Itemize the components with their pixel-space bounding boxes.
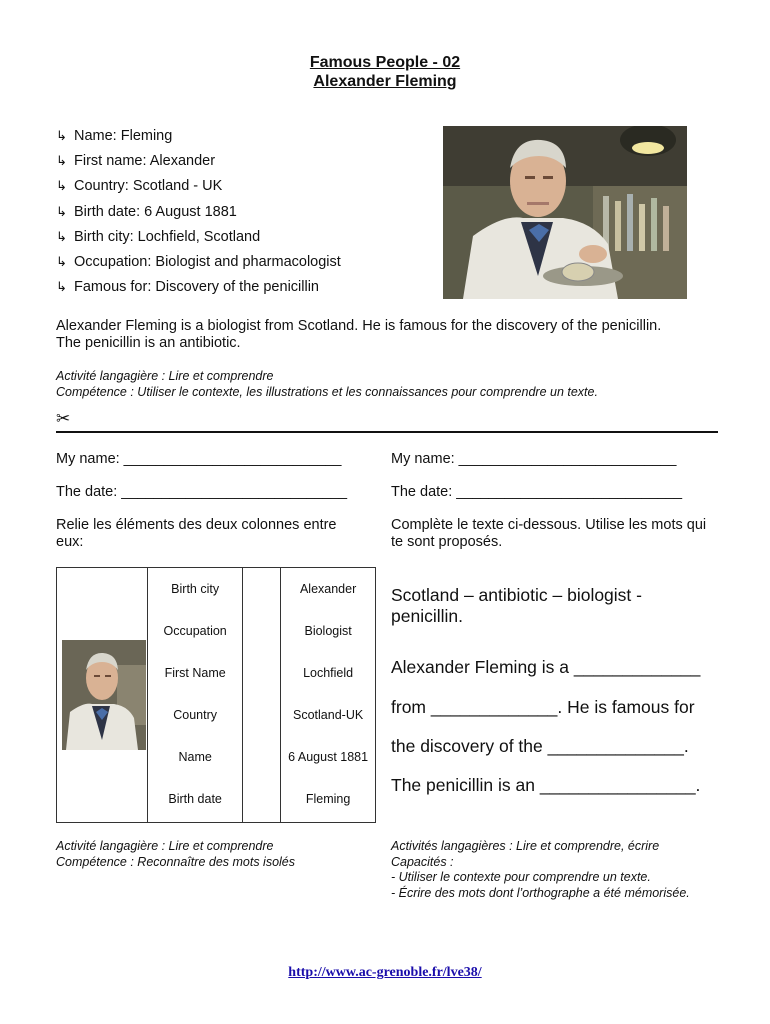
summary-line: Alexander Fleming is a biologist from Scotland. He is famous for the discovery of the penicillin. xyxy=(56,318,662,334)
arrow-icon: ↳ xyxy=(56,179,67,195)
fact-text: First name: Alexander xyxy=(74,153,216,170)
date-field-left: The date: ____________________________ xyxy=(56,484,348,500)
match-label: First Name xyxy=(164,666,226,680)
arrow-icon: ↳ xyxy=(56,229,67,245)
fact-text: Country: Scotland - UK xyxy=(74,178,223,195)
word-bank: Scotland – antibiotic – biologist - penicillin. xyxy=(391,585,642,626)
labels-column xyxy=(148,568,242,823)
cloze-line: the discovery of the ______________. xyxy=(391,736,689,756)
matching-table xyxy=(56,567,376,823)
match-label: Name xyxy=(178,750,212,764)
arrow-icon: ↳ xyxy=(56,254,67,270)
capacities-line: Capacités : xyxy=(391,854,454,869)
match-value: Alexander xyxy=(299,582,357,596)
summary-line: The penicillin is an antibiotic. xyxy=(56,335,241,351)
fact-item xyxy=(56,200,341,225)
portrait-cell xyxy=(57,568,148,823)
fact-item xyxy=(56,250,341,275)
capacity-item: - Utiliser le contexte pour comprendre un texte. xyxy=(391,870,651,884)
summary-paragraph xyxy=(56,318,736,352)
match-label: Birth date xyxy=(168,792,222,806)
fact-text: Birth date: 6 August 1881 xyxy=(74,203,237,220)
cloze-instruction: Complète le texte ci-dessous. Utilise les mots qui te sont proposés. xyxy=(391,517,707,550)
fact-item xyxy=(56,225,341,250)
scientist-photo xyxy=(443,126,687,299)
values-column xyxy=(281,568,376,823)
match-label: Birth city xyxy=(171,582,220,596)
scientist-photo-illustration xyxy=(443,126,687,299)
date-field-right: The date: ____________________________ xyxy=(391,484,683,500)
activity-line: Activités langagières : Lire et comprendre, écrire xyxy=(391,839,660,853)
arrow-icon: ↳ xyxy=(56,204,67,220)
match-value: 6 August 1881 xyxy=(288,750,369,764)
arrow-icon: ↳ xyxy=(56,280,67,296)
competence-line: Compétence : Utiliser le contexte, les illustrations et les connaissances pour comprendre un texte. xyxy=(56,384,598,399)
activity-note-left xyxy=(56,839,376,870)
capacity-item: - Écrire des mots dont l’orthographe a été mémorisée. xyxy=(391,885,690,900)
arrow-icon: ↳ xyxy=(56,154,67,170)
page-title-block xyxy=(0,53,770,91)
match-value: Fleming xyxy=(305,792,351,806)
my-name-field-left: My name: ___________________________ xyxy=(56,451,342,467)
cloze-line: Alexander Fleming is a _____________ xyxy=(391,657,701,677)
fact-item xyxy=(56,149,341,174)
fact-text: Occupation: Biologist and pharmacologist xyxy=(74,253,341,270)
match-value: Biologist xyxy=(304,624,352,638)
page-title: Famous People - 02 xyxy=(309,54,461,71)
fact-item xyxy=(56,275,341,300)
fact-text: Birth city: Lochfield, Scotland xyxy=(74,228,261,245)
fact-item xyxy=(56,124,341,149)
competence-line: Compétence : Reconnaître des mots isolés xyxy=(56,854,296,869)
portrait-photo xyxy=(62,640,146,750)
matching-instruction: Relie les éléments des deux colonnes entre eux: xyxy=(56,517,337,550)
arrow-icon: ↳ xyxy=(56,129,67,144)
cloze-line: The penicillin is an ________________. xyxy=(391,775,701,795)
scissors-icon: ✂ xyxy=(56,409,71,429)
match-label: Country xyxy=(173,708,218,722)
match-label: Occupation xyxy=(163,624,227,638)
activity-line: Activité langagière : Lire et comprendre xyxy=(56,839,274,853)
blank-link-column xyxy=(242,568,280,823)
fact-text: Name: Fleming xyxy=(74,128,173,144)
match-value: Lochfield xyxy=(303,666,354,680)
activity-note-right xyxy=(391,839,721,901)
activity-line: Activité langagière : Lire et comprendre xyxy=(56,369,274,383)
fact-text: Famous for: Discovery of the penicillin xyxy=(74,279,319,296)
my-name-field-right: My name: ___________________________ xyxy=(391,451,677,467)
match-value: Scotland-UK xyxy=(293,708,364,722)
cut-line xyxy=(56,431,718,433)
activity-note-top xyxy=(56,369,736,400)
facts-list xyxy=(56,124,341,300)
footer-link[interactable]: http://www.ac-grenoble.fr/lve38/ xyxy=(288,965,482,980)
fact-item xyxy=(56,174,341,199)
cloze-line: from _____________. He is famous for xyxy=(391,697,695,717)
page-subtitle: Alexander Fleming xyxy=(313,73,457,90)
